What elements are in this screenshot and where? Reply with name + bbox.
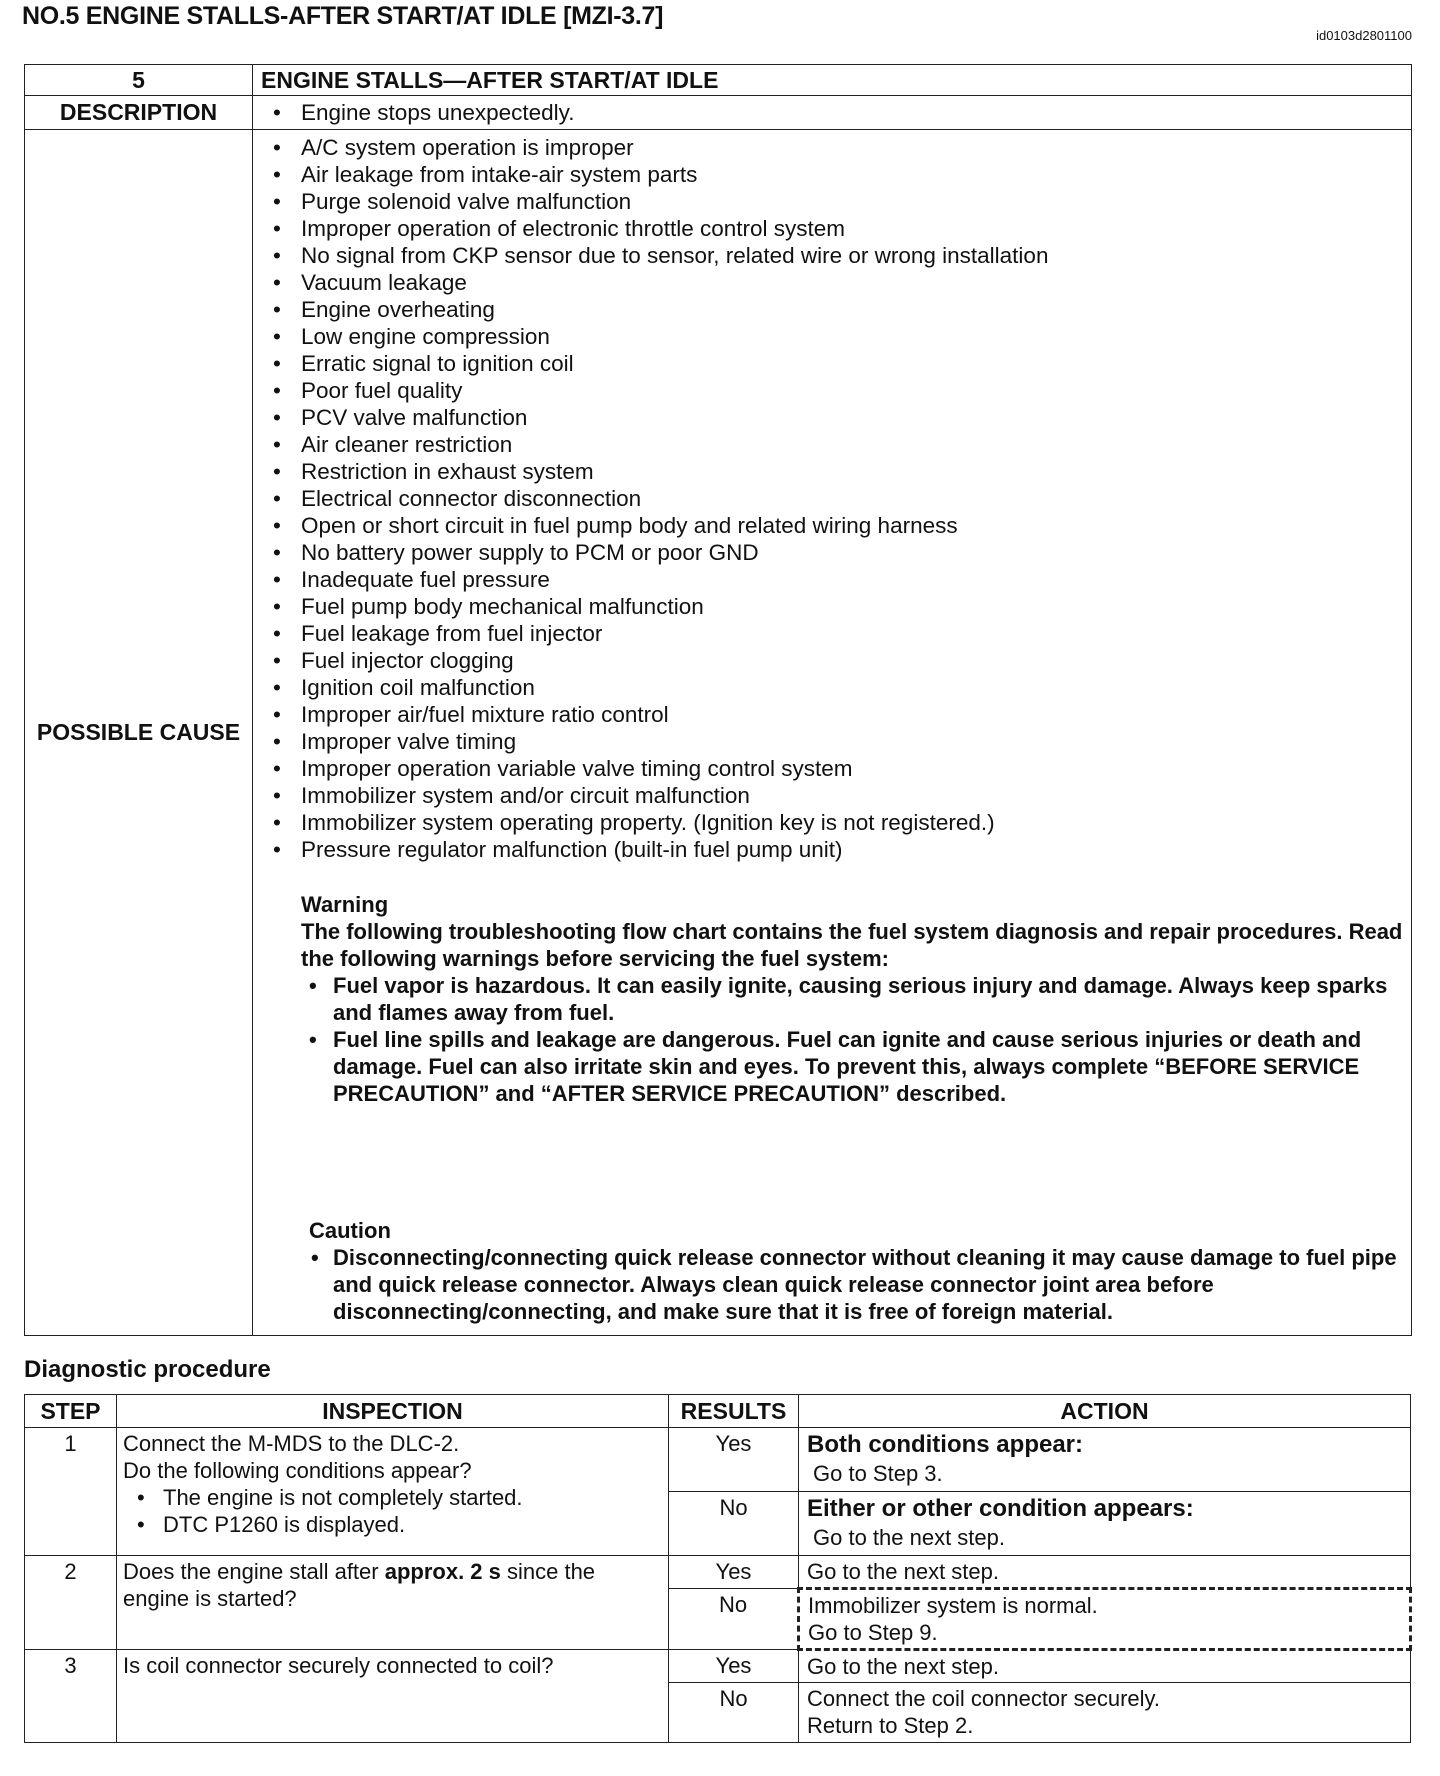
symptom-table — [24, 64, 1412, 1336]
caution-block — [253, 1217, 1411, 1329]
column-header-step: STEP — [25, 1395, 117, 1428]
cause-item: • Immobilizer system operating property. (Ignition key is not registered.) — [301, 809, 1411, 836]
action-text: Go to the next step. — [799, 1650, 1411, 1683]
cause-item: • Improper operation of electronic throttle control system — [301, 215, 1411, 242]
possible-cause-label: POSSIBLE CAUSE — [25, 130, 253, 1336]
inspection-line: Connect the M-MDS to the DLC-2. — [123, 1431, 460, 1456]
cause-item: • Low engine compression — [301, 323, 1411, 350]
cause-item: • Improper operation variable valve timing control system — [301, 755, 1411, 782]
cause-item: • Air leakage from intake-air system parts — [301, 161, 1411, 188]
cause-item: • Ignition coil malfunction — [301, 674, 1411, 701]
document-id: id0103d2801100 — [1316, 28, 1412, 43]
result-no: No — [669, 1492, 799, 1556]
cause-item: • Pressure regulator malfunction (built-in fuel pump unit) — [301, 836, 1411, 863]
column-header-action: ACTION — [799, 1395, 1411, 1428]
action-text: Go to the next step. — [813, 1525, 1006, 1550]
action-text: Immobilizer system is normal. — [808, 1593, 1098, 1618]
cause-item: • Vacuum leakage — [301, 269, 1411, 296]
warning-title: Warning — [301, 892, 389, 917]
section-title: Diagnostic procedure — [24, 1356, 271, 1383]
cause-item: • Fuel pump body mechanical malfunction — [301, 593, 1411, 620]
action-text: Go to the next step. — [799, 1556, 1411, 1589]
result-no: No — [669, 1683, 799, 1743]
inspection-bullet: • The engine is not completely started. — [163, 1484, 662, 1511]
action-cell — [799, 1428, 1411, 1492]
description-label: DESCRIPTION — [25, 96, 253, 130]
cause-item: • Inadequate fuel pressure — [301, 566, 1411, 593]
caution-item: • Disconnecting/connecting quick release connector without cleaning it may cause damage to fuel pipe and quick release connector. Always clean quick release connector joint area before disconnecting/connecting, and make sure that it is free of foreign material. — [333, 1244, 1411, 1325]
cause-item: • Purge solenoid valve malfunction — [301, 188, 1411, 215]
cause-item: • Fuel leakage from fuel injector — [301, 620, 1411, 647]
cause-item: • Air cleaner restriction — [301, 431, 1411, 458]
cause-item: • No signal from CKP sensor due to sensor, related wire or wrong installation — [301, 242, 1411, 269]
symptom-number: 5 — [25, 65, 253, 96]
cause-item: • A/C system operation is improper — [301, 134, 1411, 161]
inspection-text: Does the engine stall after — [123, 1559, 385, 1584]
action-text: Connect the coil connector securely. — [807, 1686, 1160, 1711]
action-cell-highlighted — [799, 1589, 1411, 1650]
description-text: • Engine stops unexpectedly. — [301, 99, 1411, 126]
description-list — [253, 99, 1411, 126]
cause-item: • Fuel injector clogging — [301, 647, 1411, 674]
cause-item: • Open or short circuit in fuel pump body and related wiring harness — [301, 512, 1411, 539]
step-inspection: Is coil connector securely connected to coil? — [117, 1650, 669, 1743]
cause-item: • Improper air/fuel mixture ratio control — [301, 701, 1411, 728]
step-number: 1 — [25, 1428, 117, 1556]
action-text: Return to Step 2. — [807, 1713, 974, 1738]
inspection-line: Do the following conditions appear? — [123, 1458, 472, 1483]
action-cell — [799, 1492, 1411, 1556]
step-inspection — [117, 1556, 669, 1650]
cause-item: • Immobilizer system and/or circuit malfunction — [301, 782, 1411, 809]
inspection-text: since the engine is started? — [123, 1559, 596, 1611]
cause-item: • Electrical connector disconnection — [301, 485, 1411, 512]
warning-block — [253, 891, 1411, 1107]
step-number: 3 — [25, 1650, 117, 1743]
action-cell — [799, 1683, 1411, 1743]
warning-intro: The following troubleshooting flow chart contains the fuel system diagnosis and repair procedures. Read the following warnings before servicing the fuel system: — [301, 919, 1403, 971]
inspection-emphasis: approx. 2 s — [384, 1559, 501, 1584]
action-heading: Both conditions appear: — [807, 1431, 1083, 1458]
caution-title: Caution — [309, 1218, 391, 1243]
cause-item: • Improper valve timing — [301, 728, 1411, 755]
action-text: Go to Step 3. — [813, 1461, 943, 1486]
cause-item: • Restriction in exhaust system — [301, 458, 1411, 485]
warning-item: • Fuel line spills and leakage are dangerous. Fuel can ignite and cause serious injuries or death and damage. Fuel can also irritate skin and eyes. To prevent this, always complete “BEFORE SERVICE PRECAUTION” and “AFTER SERVICE PRECAUTION” described. — [333, 1026, 1411, 1107]
result-yes: Yes — [669, 1556, 799, 1589]
cause-item: • PCV valve malfunction — [301, 404, 1411, 431]
inspection-bullet: • DTC P1260 is displayed. — [163, 1511, 662, 1538]
cause-item: • Poor fuel quality — [301, 377, 1411, 404]
result-yes: Yes — [669, 1428, 799, 1492]
step-inspection — [117, 1428, 669, 1556]
cause-list — [253, 134, 1411, 863]
column-header-inspection: INSPECTION — [117, 1395, 669, 1428]
column-header-results: RESULTS — [669, 1395, 799, 1428]
step-number: 2 — [25, 1556, 117, 1650]
action-heading: Either or other condition appears: — [807, 1495, 1194, 1522]
symptom-heading: ENGINE STALLS—AFTER START/AT IDLE — [253, 65, 1412, 96]
diagnostic-table — [24, 1394, 1412, 1743]
cause-item: • No battery power supply to PCM or poor GND — [301, 539, 1411, 566]
page-title: NO.5 ENGINE STALLS-AFTER START/AT IDLE [MZI-3.7] — [22, 2, 664, 30]
action-text: Go to Step 9. — [808, 1620, 938, 1645]
result-yes: Yes — [669, 1650, 799, 1683]
cause-item: • Erratic signal to ignition coil — [301, 350, 1411, 377]
warning-item: • Fuel vapor is hazardous. It can easily ignite, causing serious injury and damage. Always keep sparks and flames away from fuel. — [333, 972, 1411, 1026]
result-no: No — [669, 1589, 799, 1650]
cause-item: • Engine overheating — [301, 296, 1411, 323]
